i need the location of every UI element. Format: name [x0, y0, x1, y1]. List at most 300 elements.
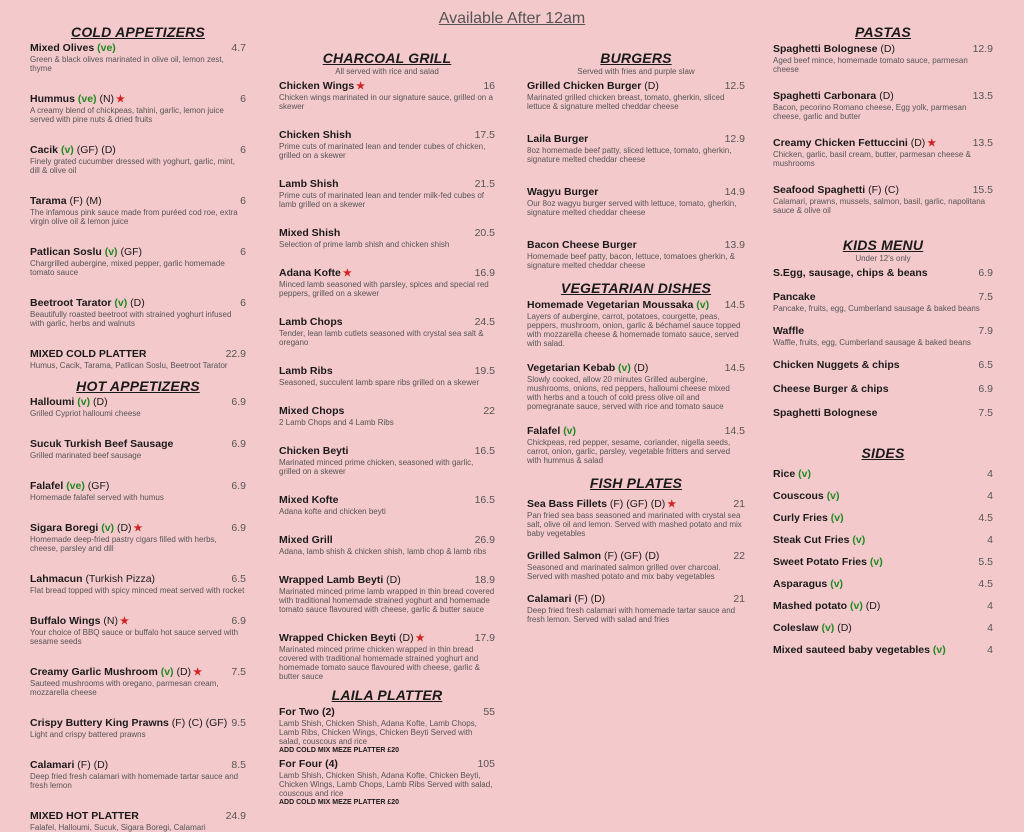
item-title: Halloumi	[30, 396, 75, 408]
menu-item	[527, 593, 745, 624]
item-dietary-tags: (v) (GF) (D)	[60, 144, 116, 156]
item-price: 16.5	[474, 494, 495, 506]
item-note: ADD COLD MIX MEZE PLATTER £20	[279, 799, 400, 806]
item-title: Lamb Ribs	[279, 365, 333, 377]
item-description: Homemade falafel served with humus	[30, 493, 164, 502]
item-description: The infamous pink sauce made from puréed cod roe, extra virgin olive oil & lemon juice	[30, 208, 238, 226]
item-name	[30, 348, 246, 360]
item-price: 17.5	[474, 129, 495, 141]
star-icon: ★	[116, 94, 126, 105]
menu-item	[30, 246, 246, 277]
item-name	[30, 144, 246, 156]
vegetarian-marker: (v)	[60, 144, 74, 156]
item-price: 17.9	[474, 632, 495, 644]
item-price: 6.9	[231, 396, 246, 408]
item-dietary-tags	[933, 644, 946, 656]
item-name	[527, 550, 745, 562]
item-price: 105	[477, 758, 495, 770]
item-description: Green & black olives marinated in olive oil, lemon zest, thyme	[30, 55, 224, 73]
item-dietary-tags	[798, 468, 811, 480]
menu-item	[773, 359, 993, 371]
menu-item	[527, 133, 745, 164]
cold-appetizer-list	[30, 42, 246, 370]
item-title: Mixed Kofte	[279, 494, 339, 506]
item-description: Finely grated cucumber dressed with yoghurt, garlic, mint, dill & olive oil	[30, 157, 235, 175]
item-dietary-tags: (D)	[386, 574, 401, 586]
vegetarian-marker: (v)	[830, 578, 844, 590]
item-description: Waffle, fruits, egg, Cumberland sausage & baked beans	[773, 338, 971, 347]
vegetarian-marker: (ve)	[97, 42, 116, 54]
menu-item	[773, 534, 993, 546]
menu-item	[773, 644, 993, 656]
column-burgers	[527, 0, 745, 624]
item-description: Falafel, Halloumi, Sucuk, Sigara Boregi, Calamari	[30, 823, 206, 832]
platter-list	[279, 706, 495, 806]
item-price: 12.9	[724, 133, 745, 145]
menu-item	[30, 810, 246, 832]
item-dietary-tags: (ve) (N)	[77, 93, 115, 105]
item-description: Marinated grilled chicken breast, tomato, gherkin, sliced lettuce & signature melted cheddar cheese	[527, 93, 725, 111]
item-title: Adana Kofte	[279, 267, 341, 279]
item-dietary-tags: (ve) (GF)	[66, 480, 110, 492]
item-name	[279, 316, 495, 328]
item-dietary-tags: (D)	[910, 137, 926, 149]
item-price: 6.9	[231, 438, 246, 450]
item-name	[30, 717, 246, 729]
kids-list	[773, 267, 993, 419]
item-title: Seafood Spaghetti	[773, 184, 866, 196]
item-description: Prime cuts of marinated lean and tender milk-fed cubes of lamb grilled on a skewer	[279, 191, 484, 209]
item-name	[773, 325, 993, 337]
item-price: 4.7	[231, 42, 246, 54]
item-title: Grilled Salmon	[527, 550, 602, 562]
item-name	[773, 600, 993, 612]
menu-item	[30, 42, 246, 73]
item-price: 6	[240, 144, 246, 156]
item-name	[527, 80, 745, 92]
item-title: Cacik	[30, 144, 59, 156]
menu-item	[279, 129, 495, 160]
item-name	[279, 574, 495, 586]
item-description: Your choice of BBQ sauce or buffalo hot sauce served with sesame seeds	[30, 628, 239, 646]
menu-item	[30, 195, 246, 226]
section-title-grill: CHARCOAL GRILL	[322, 50, 452, 66]
menu-item	[773, 468, 993, 480]
menu-item	[773, 43, 993, 74]
item-name	[30, 438, 246, 450]
item-name	[30, 573, 246, 585]
item-dietary-tags: (F) (M)	[69, 195, 102, 207]
item-price: 15.5	[972, 184, 993, 196]
item-name	[279, 227, 495, 239]
hot-appetizer-list	[30, 396, 246, 832]
menu-item	[279, 316, 495, 347]
section-subtitle-burgers: Served with fries and purple slaw	[577, 67, 695, 76]
item-description: Minced lamb seasoned with parsley, spices and special red peppers, grilled on a skewer	[279, 280, 489, 298]
menu-item	[773, 325, 993, 347]
item-title: Lamb Shish	[279, 178, 339, 190]
item-price: 16.9	[474, 267, 495, 279]
item-name	[30, 195, 246, 207]
item-description: Deep fried fresh calamari with homemade tartar sauce and fresh lemon. Served with salad and fries	[527, 606, 736, 624]
item-price: 4	[987, 600, 993, 612]
item-dietary-tags	[827, 490, 840, 502]
vegetarian-marker: (v)	[869, 556, 883, 568]
item-description: Lamb Shish, Chicken Shish, Adana Kofte, Lamb Chops, Lamb Ribs, Chicken Wings, Chicken Beyti Served with salad, couscous and rice	[279, 719, 477, 746]
section-title-veg: VEGETARIAN DISHES	[560, 280, 712, 296]
item-name	[773, 359, 993, 371]
item-price: 20.5	[474, 227, 495, 239]
item-description: Chicken, garlic, basil cream, butter, parmesan cheese & mushrooms	[773, 150, 971, 168]
menu-item	[30, 573, 246, 595]
vegetarian-marker: (v)	[821, 622, 835, 634]
item-title: Calamari	[30, 759, 75, 771]
item-name	[773, 534, 993, 546]
item-title: Curly Fries	[773, 512, 828, 524]
item-price: 6.9	[231, 615, 246, 627]
item-name	[773, 383, 993, 395]
item-description: Bacon, pecorino Romano cheese, Egg yolk, parmesan cheese, garlic and butter	[773, 103, 967, 121]
section-title-hot: HOT APPETIZERS	[76, 378, 200, 394]
item-price: 13.5	[972, 90, 993, 102]
item-price: 55	[483, 706, 495, 718]
item-name	[279, 494, 495, 506]
item-name	[30, 810, 246, 822]
item-name	[773, 490, 993, 502]
item-description: Seasoned, succulent lamb spare ribs grilled on a skewer	[279, 378, 480, 387]
item-description: Slowly cooked, allow 20 minutes Grilled aubergine, mushrooms, onions, red peppers, halloumi cheese mixed with herbs and a touch of cold press olive oil and pomegranate sauce, served with rice and tomato sauce	[527, 375, 730, 411]
item-price: 13.5	[972, 137, 993, 149]
item-price: 9.5	[231, 717, 246, 729]
item-price: 14.5	[724, 362, 745, 374]
item-title: S.Egg, sausage, chips & beans	[773, 267, 928, 279]
item-price: 16	[483, 80, 495, 92]
column-pastas	[773, 0, 993, 656]
item-title: Patlican Soslu	[30, 246, 102, 258]
item-description: Aged beef mince, homemade tomato sauce, parmesan cheese	[773, 56, 968, 74]
menu-item	[279, 494, 495, 516]
item-name	[30, 396, 246, 408]
item-price: 6.5	[231, 573, 246, 585]
menu-item	[773, 622, 993, 634]
item-title: Asparagus	[773, 578, 828, 590]
item-title: MIXED HOT PLATTER	[30, 810, 139, 822]
menu-item	[773, 291, 993, 313]
item-title: Mixed Grill	[279, 534, 333, 546]
star-icon: ★	[133, 523, 143, 534]
grill-list	[279, 80, 495, 681]
vegetarian-marker: (ve)	[77, 93, 97, 105]
item-title: Mixed sauteed baby vegetables	[773, 644, 930, 656]
item-name	[527, 425, 745, 437]
menu-item	[279, 227, 495, 249]
item-price: 8.5	[231, 759, 246, 771]
column-grill	[279, 0, 495, 806]
item-dietary-tags: (F) (GF) (D)	[609, 498, 666, 510]
item-title: Pancake	[773, 291, 816, 303]
item-title: For Four (4)	[279, 758, 338, 770]
item-price: 7.5	[231, 666, 246, 678]
item-name	[30, 297, 246, 309]
menu-item	[279, 80, 495, 111]
item-price: 6	[240, 93, 246, 105]
item-name	[773, 291, 993, 303]
item-name	[773, 468, 993, 480]
vegetarian-marker: (v)	[798, 468, 811, 480]
item-dietary-tags: (N)	[103, 615, 118, 627]
item-name	[527, 593, 745, 605]
item-name	[773, 184, 993, 196]
item-dietary-tags	[97, 42, 116, 54]
menu-item	[527, 239, 745, 270]
item-price: 4.5	[978, 578, 993, 590]
menu-item	[30, 522, 246, 553]
item-price: 4	[987, 534, 993, 546]
item-name	[773, 43, 993, 55]
item-dietary-tags: (D)	[879, 90, 894, 102]
item-name	[279, 534, 495, 546]
item-dietary-tags: (v) (D)	[850, 600, 881, 612]
item-title: Spaghetti Bolognese	[773, 407, 878, 419]
vegetarian-marker: (v)	[77, 396, 91, 408]
menu-item	[773, 556, 993, 568]
item-price: 6	[240, 297, 246, 309]
item-name	[527, 299, 745, 311]
item-description: Chicken wings marinated in our signature sauce, grilled on a skewer	[279, 93, 493, 111]
item-title: Calamari	[527, 593, 572, 605]
menu-item	[773, 512, 993, 524]
menu-item	[527, 362, 745, 411]
item-description: Layers of aubergine, carrot, potatoes, courgette, peas, peppers, mushroom, onion, garlic & béchamel sauce topped with mozzarella cheese & homemade tomato sauce, served with salad.	[527, 312, 741, 348]
menu-item	[30, 759, 246, 790]
item-title: Tarama	[30, 195, 67, 207]
item-title: Wagyu Burger	[527, 186, 599, 198]
item-price: 6	[240, 246, 246, 258]
menu-item	[527, 498, 745, 538]
item-price: 7.5	[978, 291, 993, 303]
item-price: 18.9	[474, 574, 495, 586]
vegetarian-marker: (v)	[114, 297, 128, 309]
item-description: Calamari, prawns, mussels, salmon, basil, garlic, napolitana sauce & olive oil	[773, 197, 986, 215]
item-price: 21.5	[474, 178, 495, 190]
vegetarian-marker: (v)	[826, 490, 840, 502]
item-title: Wrapped Chicken Beyti	[279, 632, 397, 644]
item-name	[773, 90, 993, 102]
vegetarian-marker: (v)	[101, 522, 115, 534]
item-description: Selection of prime lamb shish and chicken shish	[279, 240, 450, 249]
item-dietary-tags	[852, 534, 865, 546]
menu-item	[279, 534, 495, 556]
section-title-burgers: BURGERS	[600, 50, 672, 66]
item-description: Chargrilled aubergine, mixed pepper, garlic homemade tomato sauce	[30, 259, 225, 277]
item-description: Sauteed mushrooms with oregano, parmesan cream, mozzarella cheese	[30, 679, 219, 697]
item-title: Couscous	[773, 490, 824, 502]
item-description: Humus, Cacik, Tarama, Patlican Soslu, Beetroot Tarator	[30, 361, 228, 370]
item-price: 24.5	[474, 316, 495, 328]
item-price: 4	[987, 622, 993, 634]
item-description: Chickpeas, red pepper, sesame, coriander, nigella seeds, carrot, onion, garlic, parsley, vegetable fritters and served with hummus & salad	[527, 438, 731, 465]
item-name	[30, 522, 246, 534]
item-name	[279, 129, 495, 141]
item-description: Pan fried sea bass seasoned and marinated with crystal sea salt, olive oil and lemon. Served with mashed potato and mix baby vegetables	[527, 511, 742, 538]
item-title: Spaghetti Carbonara	[773, 90, 877, 102]
menu-item	[527, 425, 745, 465]
menu-item	[30, 348, 246, 370]
item-title: Coleslaw	[773, 622, 819, 634]
item-title: Chicken Wings	[279, 80, 355, 92]
item-title: Laila Burger	[527, 133, 589, 145]
vegetarian-marker: (ve)	[66, 480, 85, 492]
item-dietary-tags	[563, 425, 576, 437]
menu-item	[773, 184, 993, 215]
availability-banner: Available After 12am	[438, 10, 586, 27]
star-icon: ★	[415, 633, 425, 644]
item-name	[773, 407, 993, 419]
item-price: 24.9	[225, 810, 246, 822]
menu-item	[30, 396, 246, 418]
item-name	[773, 578, 993, 590]
item-title: Sucuk Turkish Beef Sausage	[30, 438, 174, 450]
item-description: Adana kofte and chicken beyti	[279, 507, 386, 516]
item-price: 4	[987, 468, 993, 480]
item-description: Tender, lean lamb cutlets seasoned with crystal sea salt & oregano	[279, 329, 484, 347]
item-description: Our 8oz wagyu burger served with lettuce, tomato, gherkin, signature melted cheddar cheese	[527, 199, 737, 217]
item-price: 6	[240, 195, 246, 207]
item-dietary-tags: (D)	[399, 632, 414, 644]
item-dietary-tags: (F) (D)	[574, 593, 606, 605]
item-description: Prime cuts of marinated lean and tender cubes of chicken, grilled on a skewer	[279, 142, 486, 160]
item-title: Wrapped Lamb Beyti	[279, 574, 384, 586]
item-title: Mixed Chops	[279, 405, 345, 417]
item-title: Waffle	[773, 325, 805, 337]
sides-list	[773, 468, 993, 656]
item-name	[773, 137, 993, 149]
vegetarian-marker: (v)	[104, 246, 118, 258]
item-description: A creamy blend of chickpeas, tahini, garlic, lemon juice served with pine nuts & dried fruits	[30, 106, 224, 124]
item-description: Grilled marinated beef sausage	[30, 451, 142, 460]
menu-item	[773, 578, 993, 590]
item-dietary-tags	[830, 578, 843, 590]
item-name	[773, 512, 993, 524]
item-name	[30, 93, 246, 105]
menu-item	[773, 267, 993, 279]
item-title: Spaghetti Bolognese	[773, 43, 878, 55]
pasta-list	[773, 43, 993, 215]
item-name	[279, 405, 495, 417]
vegetarian-marker: (v)	[160, 666, 174, 678]
item-title: Sea Bass Fillets	[527, 498, 607, 510]
item-description: Homemade deep-fried pastry cigars filled with herbs, cheese, parsley and dill	[30, 535, 217, 553]
item-title: MIXED COLD PLATTER	[30, 348, 147, 360]
item-title: Creamy Garlic Mushroom	[30, 666, 158, 678]
item-price: 7.9	[978, 325, 993, 337]
item-price: 14.5	[724, 425, 745, 437]
menu-item	[30, 666, 246, 697]
item-title: Sigara Boregi	[30, 522, 99, 534]
item-price: 22	[483, 405, 495, 417]
item-price: 6.9	[231, 480, 246, 492]
item-title: Steak Cut Fries	[773, 534, 850, 546]
star-icon: ★	[119, 616, 129, 627]
item-description: Marinated minced prime lamb wrapped in thin bread covered with traditional homemade strained yoghurt and homemade tomato sauce flavoured with cheese, garlic & butter sauce	[279, 587, 495, 614]
burger-list	[527, 80, 745, 270]
item-name	[773, 644, 993, 656]
item-name	[30, 666, 246, 678]
item-title: Beetroot Tarator	[30, 297, 112, 309]
star-icon: ★	[193, 667, 203, 678]
item-name	[279, 80, 495, 92]
item-title: Bacon Cheese Burger	[527, 239, 637, 251]
item-name	[279, 445, 495, 457]
item-title: Mixed Shish	[279, 227, 341, 239]
item-description: Lamb Shish, Chicken Shish, Adana Kofte, Chicken Beyti, Chicken Wings, Lamb Chops, Lamb Ribs Served with salad, couscous and rice	[279, 771, 493, 798]
menu-item	[279, 632, 495, 681]
menu-item	[527, 186, 745, 217]
menu-item	[773, 490, 993, 502]
item-name	[773, 556, 993, 568]
vegetarian-marker: (v)	[696, 299, 710, 311]
item-title: Crispy Buttery King Prawns	[30, 717, 169, 729]
vegetarian-marker: (v)	[852, 534, 866, 546]
item-price: 22	[733, 550, 745, 562]
star-icon: ★	[927, 138, 937, 149]
item-dietary-tags: (v) (D)	[160, 666, 192, 678]
menu-item	[773, 383, 993, 395]
item-dietary-tags	[870, 556, 883, 568]
item-title: Mashed potato	[773, 600, 848, 612]
item-title: Homemade Vegetarian Moussaka	[527, 299, 694, 311]
item-description: 8oz homemade beef patty, sliced lettuce, tomato, gherkin, signature melted cheddar cheese	[527, 146, 732, 164]
item-name	[30, 615, 246, 627]
item-description: Adana, lamb shish & chicken shish, lamb chop & lamb ribs	[279, 547, 487, 556]
item-price: 4	[987, 644, 993, 656]
menu-item	[279, 405, 495, 427]
item-price: 7.5	[978, 407, 993, 419]
menu-item	[30, 297, 246, 328]
item-description: Grilled Cypriot halloumi cheese	[30, 409, 141, 418]
item-title: Lamb Chops	[279, 316, 343, 328]
menu-item	[279, 178, 495, 209]
item-price: 13.9	[724, 239, 745, 251]
item-price: 19.5	[474, 365, 495, 377]
menu-item	[279, 445, 495, 476]
vegetarian-marker: (v)	[850, 600, 863, 612]
item-price: 12.9	[972, 43, 993, 55]
item-title: Chicken Nuggets & chips	[773, 359, 900, 371]
item-title: Falafel	[30, 480, 64, 492]
item-description: Beautifully roasted beetroot with strained yoghurt infused with garlic, herbs and walnuts	[30, 310, 232, 328]
item-title: Creamy Chicken Fettuccini	[773, 137, 908, 149]
item-dietary-tags	[696, 299, 709, 311]
item-price: 4	[987, 490, 993, 502]
item-name	[30, 480, 246, 492]
item-name	[773, 622, 993, 634]
item-title: Vegetarian Kebab	[527, 362, 616, 374]
item-description: Deep fried fresh calamari with homemade tartar sauce and fresh lemon	[30, 772, 239, 790]
item-price: 4.5	[978, 512, 993, 524]
fish-list	[527, 498, 745, 624]
item-dietary-tags	[831, 512, 844, 524]
item-price: 22.9	[225, 348, 246, 360]
item-title: Chicken Beyti	[279, 445, 349, 457]
item-title: Cheese Burger & chips	[773, 383, 889, 395]
item-dietary-tags: (v) (GF)	[104, 246, 143, 258]
section-title-cold: COLD APPETIZERS	[71, 24, 205, 40]
item-dietary-tags: (v) (D)	[101, 522, 132, 534]
menu-item	[279, 574, 495, 614]
menu-item	[30, 480, 246, 502]
item-dietary-tags: (Turkish Pizza)	[85, 573, 156, 585]
